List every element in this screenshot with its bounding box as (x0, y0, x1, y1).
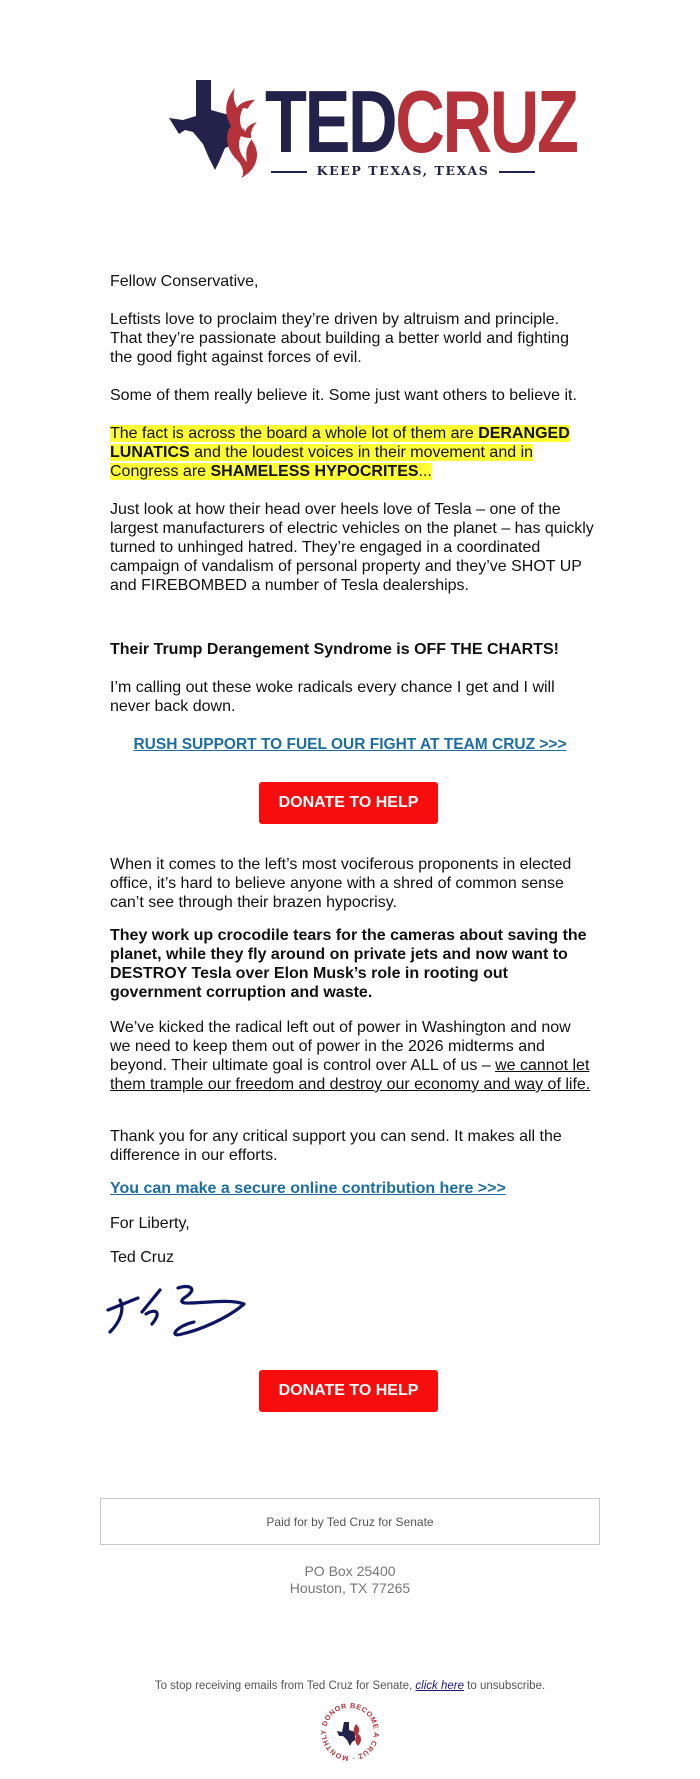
rush-support-link[interactable]: RUSH SUPPORT TO FUEL OUR FIGHT AT TEAM CRUZ >>> (133, 736, 567, 753)
bold-paragraph: They work up crocodile tears for the cameras about saving the planet, while they fly around on private jets and now want to DESTROY Tesla over Elon Musk’s role in rooting out government corruption and waste. (110, 927, 587, 1001)
paragraph-10: Thank you for any critical support you can send. It makes all the difference in our efforts. (110, 1128, 562, 1164)
paragraph-4: Just look at how their head over heels love of Tesla – one of the largest manufacturers of electric vehicles on the planet – has quickly turned to unhinged hatred. They’re engaged in a coordinated campaign of vandalism of personal property and they’ve SHOT UP and FIREBOMBED a number of Tesla dealerships. (110, 501, 594, 594)
paragraph-8 (110, 926, 594, 1002)
address-line-2: Houston, TX 77265 (289, 1580, 411, 1596)
hl-text-3: ... (418, 463, 432, 480)
paragraph-5 (110, 640, 594, 659)
bold-statement: Their Trump Derangement Syndrome is OFF THE CHARTS! (110, 641, 559, 658)
signature (104, 1278, 248, 1342)
paragraph-1: Leftists love to proclaim they’re driven by altruism and principle. That they’re passionate about building a better world and fighting the good fight against forces of evil. (110, 311, 569, 366)
logo-tagline (271, 162, 535, 180)
paragraph-9 (110, 1018, 594, 1094)
monthly-donor-badge[interactable] (318, 1700, 382, 1764)
paragraph-2: Some of them really believe it. Some just want others to believe it. (110, 387, 577, 404)
address-line-1: PO Box 25400 (304, 1563, 396, 1579)
texas-flame-icon (165, 78, 277, 178)
p9-underlined: we cannot let them trample our freedom and destroy our economy and way of life. (110, 1057, 591, 1093)
signer-name: Ted Cruz (110, 1249, 175, 1266)
paragraph-6: I’m calling out these woke radicals every chance I get and I will never back down. (110, 679, 555, 715)
donate-button-bottom[interactable]: DONATE TO HELP (259, 1370, 438, 1412)
hl-text-2: and the loudest voices in their movement and in Congress are (110, 444, 534, 480)
donate-button-top[interactable]: DONATE TO HELP (259, 782, 438, 824)
hl-bold-2: SHAMELESS HYPOCRITES (210, 463, 419, 480)
ted-cruz-logo (165, 72, 577, 182)
hl-bold-1: DERANGED LUNATICS (110, 425, 570, 461)
logo-last: CRUZ (395, 72, 577, 171)
hl-text-1: The fact is across the board a whole lot of them are (110, 425, 479, 442)
unsubscribe-link[interactable]: click here (415, 1680, 464, 1692)
paid-for-disclaimer: Paid for by Ted Cruz for Senate (100, 1498, 600, 1545)
badge-ring-text: BECOME A CRUZ · MONTHLY DONOR (318, 1700, 382, 1764)
greeting: Fellow Conservative, (110, 273, 259, 290)
p9-text: We’ve kicked the radical left out of power in Washington and now we need to keep them out of power in the 2026 midterms and beyond. Their ultimate goal is control over ALL of us – (110, 1019, 571, 1074)
logo-first: TED (265, 72, 396, 171)
secure-contribution-link[interactable]: You can make a secure online contribution here >>> (110, 1180, 506, 1197)
closing: For Liberty, (110, 1215, 190, 1232)
unsub-text-pre: To stop receiving emails from Ted Cruz for Senate, (154, 1680, 416, 1692)
unsubscribe-notice (60, 1680, 640, 1692)
unsub-text-post: to unsubscribe. (463, 1680, 546, 1692)
highlighted-paragraph (110, 424, 594, 481)
paragraph-7: When it comes to the left’s most vociferous proponents in elected office, it’s hard to believe anyone with a shred of common sense can’t see through their brazen hypocrisy. (110, 856, 572, 911)
tagline-text: KEEP TEXAS, TEXAS (316, 163, 490, 178)
